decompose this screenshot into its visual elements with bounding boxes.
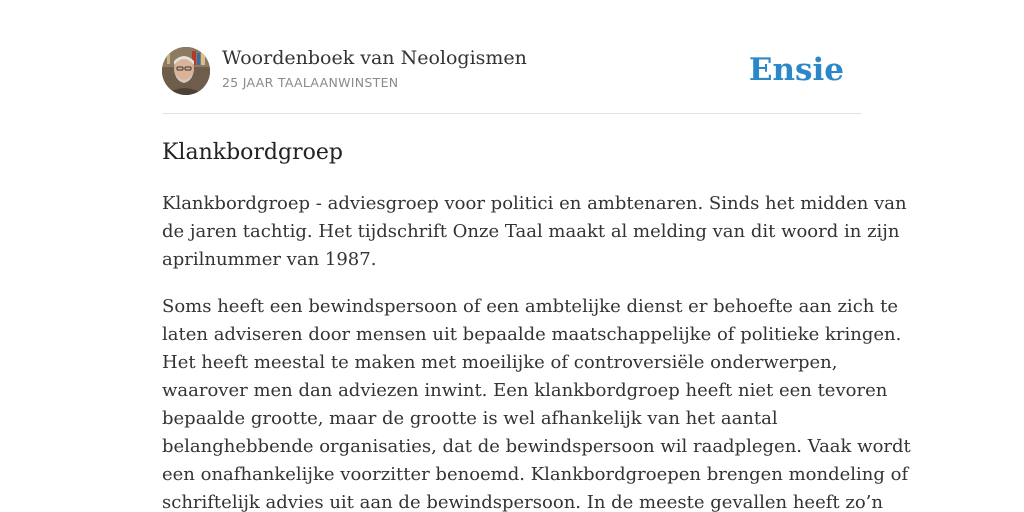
header-divider (162, 113, 862, 114)
paragraph-line: bepaalde grootte, maar de grootte is wel afhankelijk van het aantal (162, 408, 778, 429)
header (162, 46, 862, 96)
author-name[interactable]: Woordenboek van Neologismen (222, 47, 527, 69)
avatar-photo-icon (162, 47, 210, 95)
author-subtitle: 25 JAAR TAALAANWINSTEN (222, 75, 399, 90)
paragraph-1 (162, 190, 907, 274)
article-body (162, 190, 911, 512)
paragraph-line: aprilnummer van 1987. (162, 249, 377, 270)
author-avatar[interactable] (162, 47, 210, 95)
paragraph-line: schriftelijk advies uit aan de bewindspersoon. In de meeste gevallen heeft zo’n (162, 492, 883, 512)
paragraph-2 (162, 293, 911, 512)
paragraph-line: laten adviseren door mensen uit bepaalde maatschappelijke of politieke kringen. (162, 324, 902, 345)
paragraph-line: waarover men dan adviezen inwint. Een klankbordgroep heeft niet een tevoren (162, 380, 888, 401)
paragraph-line: de jaren tachtig. Het tijdschrift Onze Taal maakt al melding van dit woord in zijn (162, 221, 900, 242)
brand-logo[interactable]: Ensie (748, 52, 844, 88)
paragraph-line: belanghebbende organisaties, dat de bewindspersoon wil raadplegen. Vaak wordt (162, 436, 911, 457)
paragraph-line: een onafhankelijke voorzitter benoemd. Klankbordgroepen brengen mondeling of (162, 464, 909, 485)
paragraph-line: Soms heeft een bewindspersoon of een ambtelijke dienst er behoefte aan zich te (162, 296, 898, 317)
paragraph-line: Het heeft meestal te maken met moeilijke of controversiële onderwerpen, (162, 352, 838, 373)
paragraph-line: Klankbordgroep - adviesgroep voor politici en ambtenaren. Sinds het midden van (162, 193, 907, 214)
article-title: Klankbordgroep (162, 140, 343, 165)
